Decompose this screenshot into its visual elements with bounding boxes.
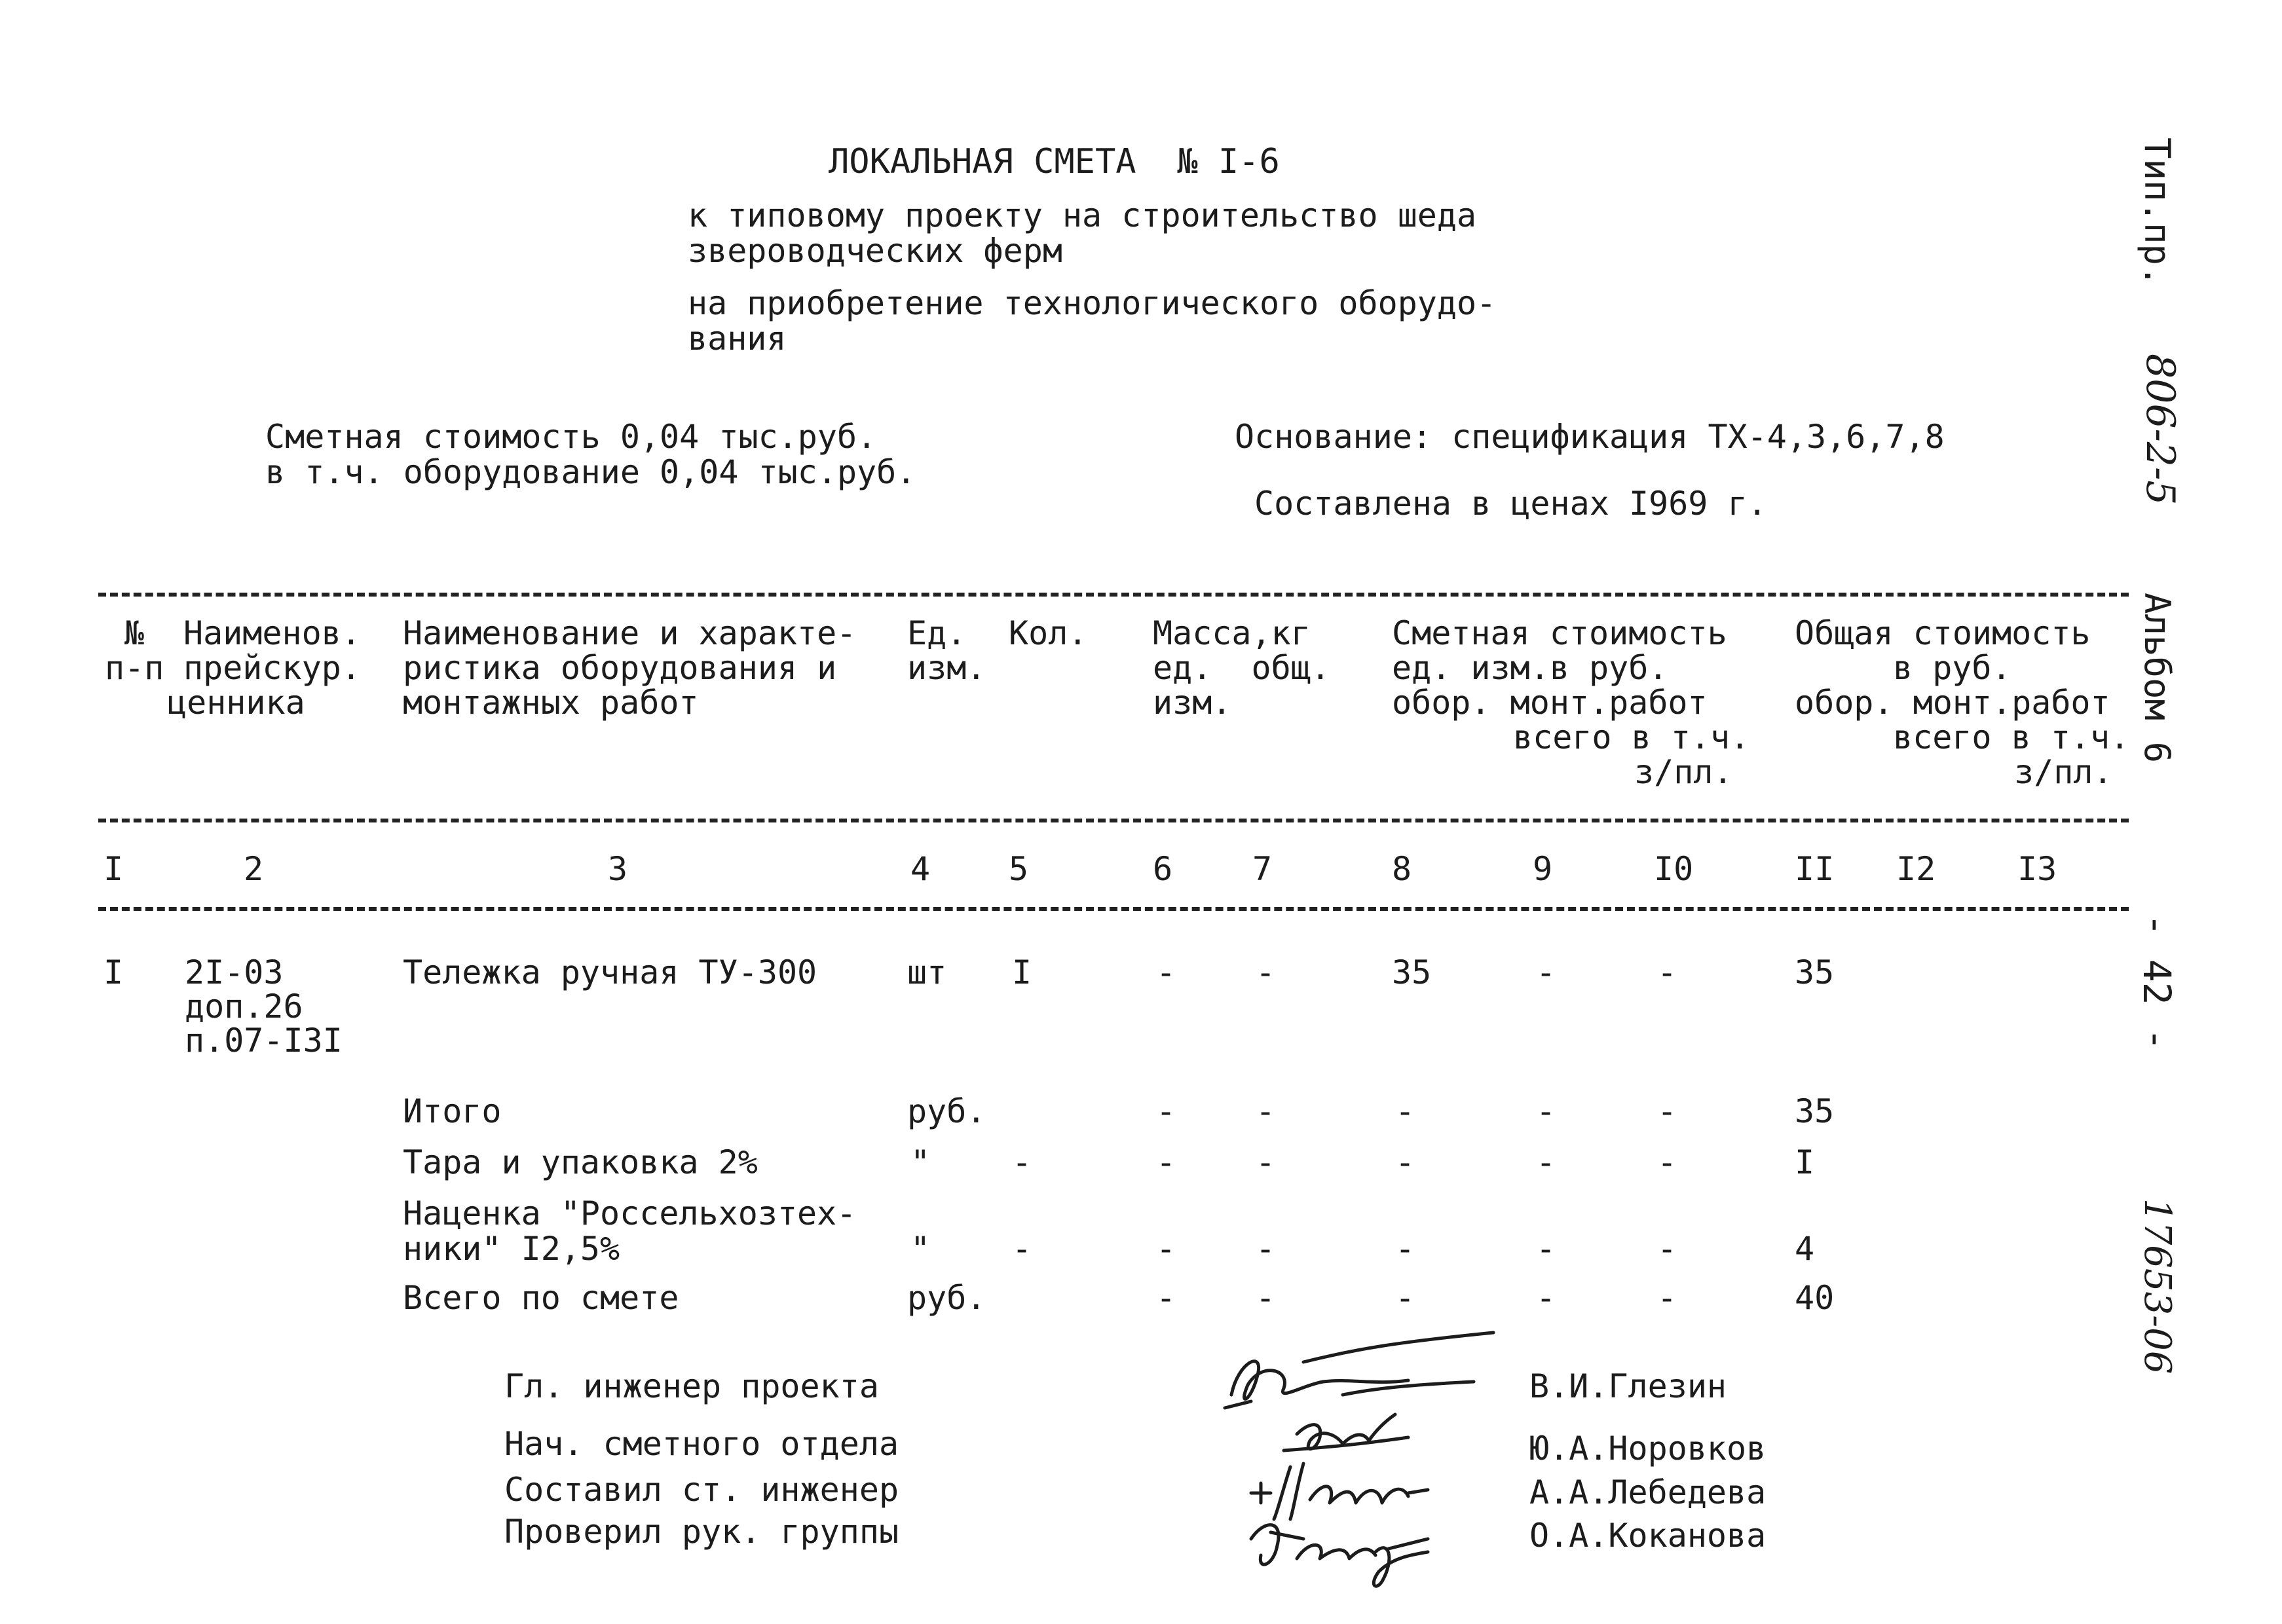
basis-text: Основание: спецификация ТХ-4,3,6,7,8 [1235,418,1945,456]
header-col-8-line-1: Сметная стоимость [1392,614,1727,652]
item-quantity: I [1012,953,1032,991]
summary-label-continued: ники" I2,5% [403,1230,620,1268]
signer-role: Нач. сметного отдела [504,1425,899,1463]
col-number: I0 [1654,850,1694,888]
col-number: II [1795,850,1835,888]
item-name: Тележка ручная ТУ-300 [403,953,817,991]
header-col-5: Кол. [1009,614,1088,652]
summary-total: I [1795,1143,1815,1181]
header-col-11-line-1: Общая стоимость [1795,614,2091,652]
handwritten-signatures [1212,1323,1526,1598]
header-col-1-line-1: № [124,614,145,652]
header-col-11-line-5: з/пл. [2014,753,2113,791]
header-col-4-line-1: Ед. [907,614,967,652]
summary-c6: - [1156,1279,1176,1317]
signer-name: А.А.Лебедева [1529,1473,1767,1511]
col-number: I2 [1896,850,1936,888]
summary-c10: - [1657,1092,1677,1130]
subtitle-line-4: вания [688,320,787,358]
subtitle-line-3: на приобретение технологического оборудо- [688,284,1497,322]
summary-unit: руб. [907,1279,986,1317]
estimated-cost: Сметная стоимость 0,04 тыс.руб. [265,418,877,456]
header-col-2-line-1: Наименов. [183,614,361,652]
item-mass-unit: - [1156,953,1176,991]
header-col-8-line-5: з/пл. [1634,753,1733,791]
summary-c9: - [1536,1092,1556,1130]
signer-name: О.А.Коканова [1529,1517,1767,1555]
item-number: I [103,953,124,991]
col-number: 7 [1252,850,1273,888]
header-col-3-line-3: монтажных работ [403,684,699,722]
summary-c10: - [1657,1143,1677,1181]
header-col-1-line-2: п-п [105,649,164,687]
header-col-3-line-2: ристика оборудования и [403,649,837,687]
summary-c7: - [1256,1092,1276,1130]
col-number: 2 [244,850,264,888]
item-mounting-total: - [1536,953,1556,991]
side-project-label: Тип.пр. [2137,138,2178,287]
header-col-6-line-2: ед. общ. [1153,649,1330,687]
signer-name: Ю.А.Норовков [1529,1430,1767,1467]
summary-label: Всего по смете [403,1279,679,1317]
summary-label: Итого [403,1092,502,1130]
summary-c7: - [1256,1230,1276,1268]
col-number: I3 [2017,850,2057,888]
summary-total: 40 [1795,1279,1835,1317]
header-col-2-line-2: прейскур. [183,649,361,687]
summary-c9: - [1536,1143,1556,1181]
summary-qty: - [1012,1143,1032,1181]
summary-c8: - [1395,1092,1415,1130]
summary-c6: - [1156,1230,1176,1268]
item-price-code-1: 2I-03 [185,953,284,991]
header-col-6-line-1: Масса,кг [1153,614,1311,652]
item-total-equipment: 35 [1795,953,1835,991]
summary-c10: - [1657,1230,1677,1268]
header-col-8-line-2: ед. изм.в руб. [1392,649,1668,687]
signer-role: Проверил рук. группы [504,1513,899,1551]
col-number: 6 [1153,850,1173,888]
table-rule-header-bottom [98,819,2129,822]
summary-c7: - [1256,1143,1276,1181]
summary-total: 35 [1795,1092,1835,1130]
equipment-cost: в т.ч. оборудование 0,04 тыс.руб. [265,453,916,491]
signer-role: Гл. инженер проекта [504,1367,879,1405]
item-mass-total: - [1256,953,1276,991]
item-mounting-wage: - [1657,953,1677,991]
side-archive-number: 17653-06 [2136,1198,2179,1375]
table-rule-top [98,593,2129,597]
summary-qty: - [1012,1230,1032,1268]
header-col-6-line-3: изм. [1153,684,1232,722]
summary-c8: - [1395,1143,1415,1181]
summary-c6: - [1156,1143,1176,1181]
signer-name: В.И.Глезин [1529,1367,1727,1405]
col-number: 5 [1009,850,1029,888]
header-col-8-line-3: обор. монт.работ [1392,684,1708,722]
summary-label: Наценка "Россельхозтех- [403,1194,857,1232]
summary-c6: - [1156,1092,1176,1130]
summary-label: Тара и упаковка 2% [403,1143,758,1181]
subtitle-line-1: к типовому проекту на строительство шеда [688,196,1477,234]
side-album-label: Альбом 6 [2137,593,2178,764]
header-col-11-line-4: всего в т.ч. [1893,718,2130,756]
item-equipment-cost: 35 [1392,953,1432,991]
side-project-code: 806-2-5 [2137,354,2183,506]
subtitle-line-2: звероводческих ферм [688,232,1062,270]
summary-c7: - [1256,1279,1276,1317]
document-title: ЛОКАЛЬНАЯ СМЕТА № I-6 [829,142,1280,181]
summary-total: 4 [1795,1230,1815,1268]
item-price-code-2: доп.26 [185,987,303,1025]
item-price-code-3: п.07-I3I [185,1022,343,1060]
header-col-2-line-3: ценника [167,684,305,722]
summary-c9: - [1536,1230,1556,1268]
header-col-11-line-2: в руб. [1893,649,2011,687]
summary-c8: - [1395,1279,1415,1317]
header-col-3-line-1: Наименование и характе- [403,614,857,652]
signer-role: Составил ст. инженер [504,1471,899,1509]
summary-unit: " [910,1143,931,1181]
col-number: I [103,850,124,888]
summary-c10: - [1657,1279,1677,1317]
col-number: 8 [1392,850,1412,888]
summary-c8: - [1395,1230,1415,1268]
summary-unit: руб. [907,1092,986,1130]
header-col-11-line-3: обор. монт.работ [1795,684,2110,722]
col-number: 4 [910,850,931,888]
prices-year: Составлена в ценах I969 г. [1254,485,1767,523]
summary-unit: " [910,1230,931,1268]
header-col-4-line-2: изм. [907,649,986,687]
col-number: 9 [1533,850,1553,888]
side-page-number: - 42 - [2135,913,2179,1051]
summary-c9: - [1536,1279,1556,1317]
table-rule-numbers-bottom [98,907,2129,911]
header-col-8-line-4: всего в т.ч. [1513,718,1750,756]
item-unit: шт [907,953,947,991]
col-number: 3 [608,850,628,888]
